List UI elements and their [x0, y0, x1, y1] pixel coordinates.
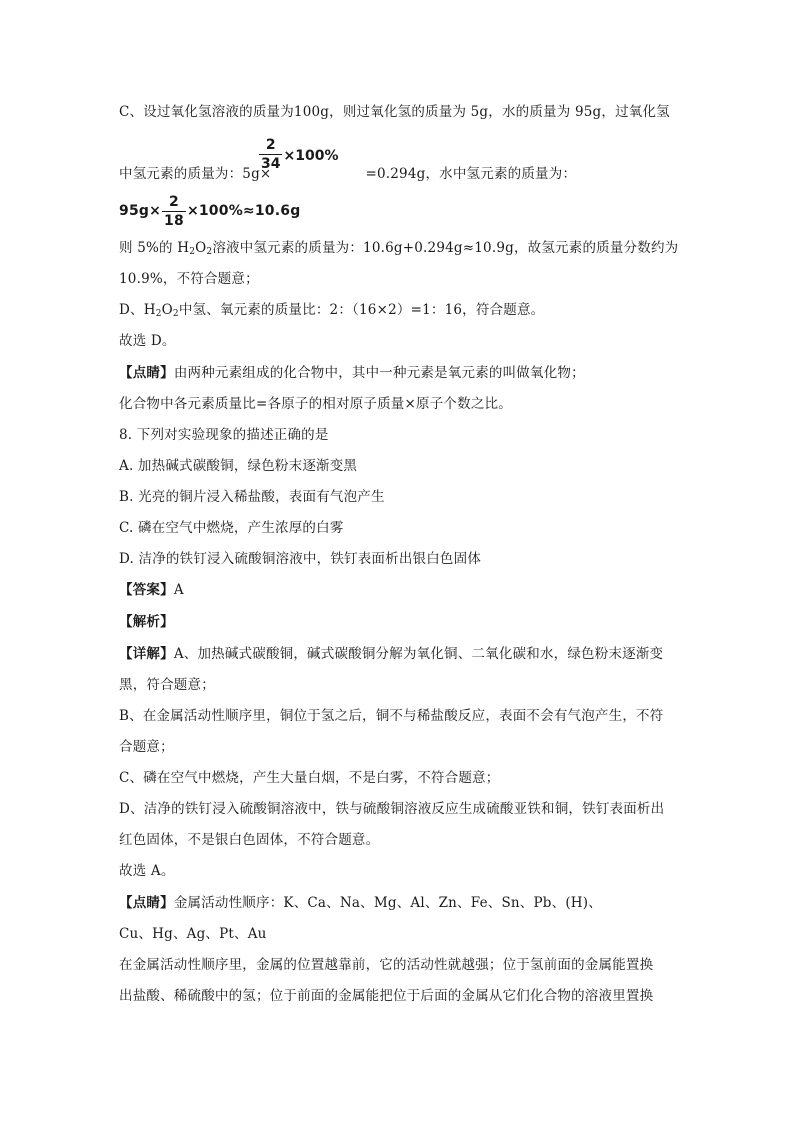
subscript: 2: [206, 247, 213, 257]
option-a: A. 加热碱式碳酸铜，绿色粉末逐渐变黑: [119, 458, 358, 474]
text-line: 故选 D。: [119, 333, 176, 349]
text-line: [119, 893, 602, 913]
text-line: [119, 363, 585, 383]
text-segment: D、H: [119, 302, 156, 318]
text-line: 在金属活动性顺序里，金属的位置越靠前，它的活动性就越强；位于氢前面的金属能置换: [119, 957, 654, 973]
text-line: C、设过氧化氢溶液的质量为100g，则过氧化氢的质量为 5g，水的质量为 95g，过氧化氢: [119, 104, 670, 120]
section-tag: 【点睛】: [119, 895, 174, 911]
formula-line: [119, 191, 300, 231]
text-line: 合题意；: [119, 739, 174, 755]
text-segment: 中氢、氧元素的质量比：2：（16×2）=1：16，符合题意。: [178, 302, 545, 318]
text-line: [119, 238, 678, 258]
text-line: Cu、Hg、Ag、Pt、Au: [119, 926, 267, 942]
text-line: 化合物中各元素质量比=各原子的相对原子质量×原子个数之比。: [119, 396, 512, 412]
subscript: 2: [172, 309, 179, 319]
section-tag: 【点睛】: [119, 365, 174, 381]
question-title: 8. 下列对实验现象的描述正确的是: [119, 427, 329, 443]
section-tag: 【解析】: [119, 614, 174, 630]
formula-prefix: 95g×: [119, 203, 162, 219]
text-segment: O: [161, 302, 173, 318]
line-suffix: =0.294g，水中氢元素的质量为：: [365, 166, 577, 182]
text-segment: 由两种元素组成的化合物中，其中一种元素是氧元素的叫做氧化物；: [173, 365, 585, 381]
text-line: 黑，符合题意；: [119, 677, 215, 693]
text-line: C、磷在空气中燃烧，产生大量白烟，不是白雾，不符合题意；: [119, 770, 500, 786]
percent-factor: ×100%: [283, 148, 339, 164]
text-line: 出盐酸、稀硫酸中的氢；位于前面的金属能把位于后面的金属从它们化合物的溶液里置换: [119, 988, 654, 1004]
answer-value: A: [173, 582, 184, 598]
subscript: 2: [189, 247, 196, 257]
fraction-numerator: 2: [162, 194, 186, 212]
text-line: 故选 A。: [119, 863, 175, 879]
fraction-denominator: 34: [261, 156, 281, 172]
text-line: 10.9%，不符合题意；: [119, 271, 259, 287]
answer-line: [119, 580, 184, 600]
text-segment: 金属活动性顺序：K、Ca、Na、Mg、Al、Zn、Fe、Sn、Pb、(H)、: [173, 895, 602, 911]
text-line: D、洁净的铁钉浸入硫酸铜溶液中，铁与硫酸铜溶液反应生成硫酸亚铁和铜，铁钉表面析出: [119, 801, 665, 817]
fraction-denominator: 18: [164, 213, 184, 229]
fraction-numerator: 2: [259, 137, 282, 155]
text-line: 红色固体，不是银白色固体，不符合题意。: [119, 832, 380, 848]
line-prefix: 中氢元素的质量为：5g×: [119, 166, 272, 182]
analysis-heading: [119, 612, 174, 632]
formula-suffix: ×100%≈10.6g: [186, 203, 301, 219]
text-line: [119, 164, 576, 184]
option-c: C. 磷在空气中燃烧，产生浓厚的白雾: [119, 520, 344, 536]
text-line: [119, 644, 663, 664]
option-d: D. 洁净的铁钉浸入硫酸铜溶液中，铁钉表面析出银白色固体: [119, 551, 482, 567]
subscript: 2: [155, 309, 162, 319]
section-tag: 【详解】: [119, 646, 174, 662]
fraction: [162, 194, 186, 229]
text-line: B、在金属活动性顺序里，铜位于氢之后，铜不与稀盐酸反应，表面不会有气泡产生，不符: [119, 708, 664, 724]
text-segment: 则 5%的 H: [119, 240, 190, 256]
text-segment: A、加热碱式碳酸铜，碱式碳酸铜分解为氧化铜、二氧化碳和水，绿色粉末逐渐变: [173, 646, 664, 662]
text-segment: 溶液中氢元素的质量为：10.6g+0.294g≈10.9g，故氢元素的质量分数约为: [212, 240, 679, 256]
option-b: B. 光亮的铜片浸入稀盐酸，表面有气泡产生: [119, 489, 385, 505]
section-tag: 【答案】: [119, 582, 174, 598]
text-segment: O: [195, 240, 207, 256]
text-line: [119, 300, 544, 320]
